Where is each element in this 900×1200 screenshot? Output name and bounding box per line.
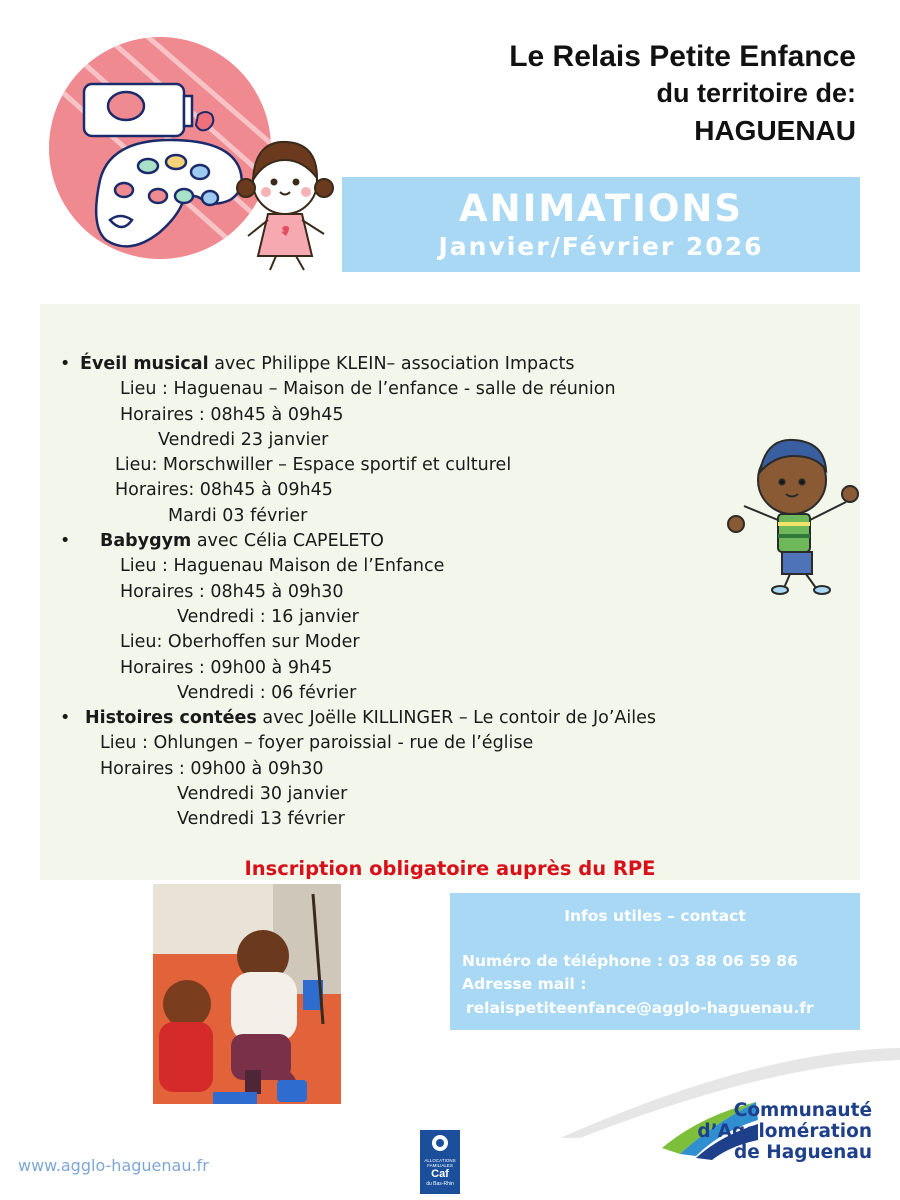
activity-text: Lieu: Oberhoffen sur Moder [120, 632, 360, 653]
mail-address[interactable]: relaispetiteenfance@agglo-haguenau.fr [466, 999, 814, 1017]
inscription-notice: Inscription obligatoire auprès du RPE [244, 857, 656, 880]
brand-line-1: Communauté [733, 1100, 872, 1121]
activity-detail [60, 731, 656, 756]
banner-subtitle: Janvier/Février 2026 [438, 232, 764, 261]
caf-line-3: du Bas-Rhin [426, 1181, 454, 1187]
caf-line-2: Caf [431, 1168, 449, 1180]
activity-detail [60, 807, 656, 832]
activity-name: Éveil musical [80, 354, 209, 374]
phone-line: Numéro de téléphone : 03 88 06 59 86 [462, 952, 798, 970]
activity-text: Horaires: 08h45 à 09h45 [115, 480, 333, 501]
activity-detail [60, 681, 656, 706]
activity-text: Horaires : 09h00 à 09h30 [100, 758, 324, 779]
activity-detail [60, 605, 656, 630]
activity-text: Vendredi 23 janvier [158, 429, 329, 450]
activity-text: Vendredi : 06 février [177, 682, 357, 703]
painting-illustration [40, 20, 360, 280]
activity-detail [60, 504, 656, 529]
activity-heading [60, 706, 656, 731]
activity-detail [60, 656, 656, 681]
activity-detail [60, 453, 656, 478]
activity-text: Horaires : 08h45 à 09h45 [120, 404, 344, 425]
children-photo [153, 884, 341, 1104]
brand-line-3: de Haguenau [734, 1142, 872, 1163]
activity-detail [60, 630, 656, 655]
animations-banner [342, 177, 860, 272]
activity-detail [60, 782, 656, 807]
brand-line-2: d’Agglomération [697, 1121, 872, 1142]
title-line-1: Le Relais Petite Enfance [509, 40, 856, 73]
agglo-haguenau-logo [660, 1094, 890, 1169]
bullet-icon: • [60, 531, 71, 552]
title-line-3: HAGUENAU [694, 115, 856, 146]
bullet-icon: • [60, 708, 71, 729]
activities-list [60, 352, 656, 833]
activity-heading [60, 352, 656, 377]
activity-detail [60, 757, 656, 782]
activity-text: Horaires : 09h00 à 9h45 [120, 657, 333, 678]
bullet-icon: • [60, 354, 71, 374]
activity-heading [60, 529, 656, 554]
boy-illustration [720, 432, 870, 602]
activity-name: Histoires contées [85, 708, 257, 729]
activity-text: Mardi 03 février [168, 505, 308, 526]
banner-title: ANIMATIONS [458, 187, 744, 230]
activity-text: Vendredi 30 janvier [177, 784, 348, 805]
caf-logo [420, 1130, 460, 1194]
caf-line-1: ALLOCATIONS FAMILIALES [424, 1158, 456, 1168]
caf-emblem-icon [420, 1130, 460, 1156]
activity-detail [60, 580, 656, 605]
activity-text: Vendredi : 16 janvier [177, 606, 359, 627]
header-title [509, 38, 856, 149]
activity-detail [60, 554, 656, 579]
activity-detail [60, 428, 656, 453]
contact-info-box [450, 893, 860, 1030]
activity-name: Babygym [100, 531, 192, 552]
website-link[interactable]: www.agglo-haguenau.fr [18, 1156, 209, 1175]
activity-text: avec Philippe KLEIN– association Impacts [208, 354, 575, 374]
activity-text: Lieu : Haguenau – Maison de l’enfance - salle de réunion [120, 379, 616, 400]
activity-text: Lieu: Morschwiller – Espace sportif et culturel [115, 455, 512, 476]
activity-detail [60, 403, 656, 428]
title-line-2: du territoire de: [656, 78, 856, 108]
mail-label: Adresse mail : [462, 975, 587, 993]
activity-text: Lieu : Ohlungen – foyer paroissial - rue de l’église [100, 733, 534, 754]
activity-text: Horaires : 08h45 à 09h30 [120, 581, 344, 602]
activity-text: Vendredi 13 février [177, 809, 345, 830]
activity-text: avec Joëlle KILLINGER – Le contoir de Jo’Ailes [256, 708, 656, 729]
info-heading: Infos utiles – contact [564, 907, 746, 925]
activity-text: Lieu : Haguenau Maison de l’Enfance [120, 556, 445, 577]
paint-tube-icon [84, 84, 192, 136]
activity-detail [60, 478, 656, 503]
activity-text: avec Célia CAPELETO [191, 531, 384, 552]
activity-detail [60, 377, 656, 402]
